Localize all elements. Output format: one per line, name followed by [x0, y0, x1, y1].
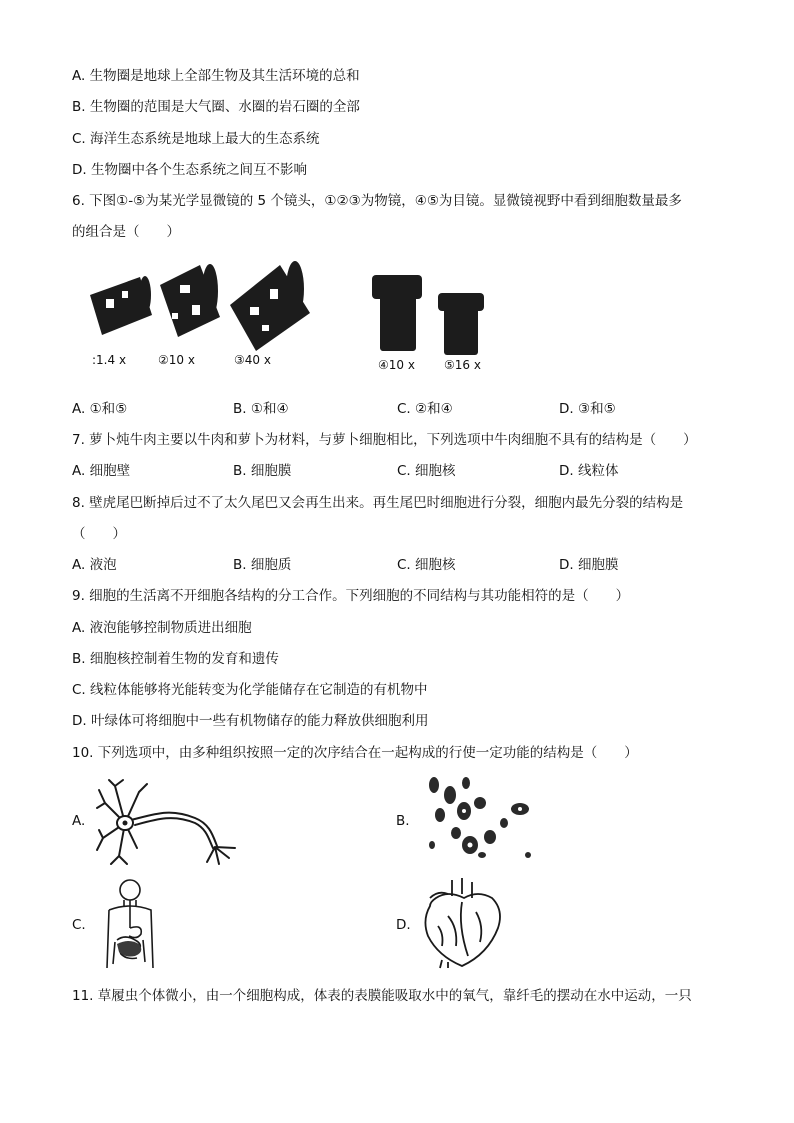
q7-stem: 7. 萝卜炖牛肉主要以牛肉和萝卜为材料，与萝卜细胞相比，下列选项中牛肉细胞不具有的结构是（ ）	[72, 432, 697, 448]
q5-option-c: C. 海洋生态系统是地球上最大的生态系统	[72, 131, 320, 147]
q9-option-d: D. 叶绿体可将细胞中一些有机物储存的能力释放供细胞利用	[72, 713, 429, 729]
heart-icon	[418, 876, 508, 968]
q6-option-a: A. ①和⑤	[72, 401, 128, 417]
q9-option-a: A. 液泡能够控制物质进出细胞	[72, 620, 252, 636]
lens-label-5: ⑤16 x	[444, 358, 481, 372]
q8-option-c: C. 细胞核	[397, 557, 456, 573]
q10-stem: 10. 下列选项中，由多种组织按照一定的次序结合在一起构成的行使一定功能的结构是（ ）	[72, 745, 638, 761]
eyepiece-lens-4-icon	[372, 275, 422, 351]
q9-option-c: C. 线粒体能够将光能转变为化学能储存在它制造的有机物中	[72, 682, 428, 698]
digestive-system-icon	[95, 878, 165, 970]
eyepiece-lens-5-icon	[438, 293, 484, 355]
q7-option-a: A. 细胞壁	[72, 463, 131, 479]
q10-option-b-label: B.	[396, 813, 410, 829]
q8-stem-line2: （ ）	[72, 526, 126, 542]
lens-label-4: ④10 x	[378, 358, 415, 372]
q5-option-a: A. 生物圈是地球上全部生物及其生活环境的总和	[72, 68, 360, 84]
q8-option-b: B. 细胞质	[233, 557, 292, 573]
q6-stem-line1: 6. 下图①-⑤为某光学显微镜的 5 个镜头，①②③为物镜，④⑤为目镜。显微镜视野中看到细胞数量最多	[72, 193, 682, 209]
lens-label-3: ③40 x	[234, 353, 271, 367]
q7-option-d: D. 线粒体	[559, 463, 619, 479]
q10-option-d-label: D.	[396, 917, 411, 933]
objective-lens-2-icon	[160, 264, 220, 337]
q6-option-c: C. ②和④	[397, 401, 453, 417]
microscope-lens-figure	[80, 255, 500, 375]
q6-option-b: B. ①和④	[233, 401, 289, 417]
objective-lens-1-icon	[90, 276, 152, 335]
lens-label-2: ②10 x	[158, 353, 195, 367]
tissue-cells-icon	[420, 775, 540, 865]
q9-stem: 9. 细胞的生活离不开细胞各结构的分工合作。下列细胞的不同结构与其功能相符的是（ ）	[72, 588, 630, 604]
q5-option-d: D. 生物圈中各个生态系统之间互不影响	[72, 162, 307, 178]
q8-option-a: A. 液泡	[72, 557, 117, 573]
lens-label-1: :1.4 x	[92, 353, 127, 367]
q7-option-b: B. 细胞膜	[233, 463, 292, 479]
q8-stem-line1: 8. 壁虎尾巴断掉后过不了太久尾巴又会再生出来。再生尾巴时细胞进行分裂，细胞内最先分裂的结构是	[72, 495, 684, 511]
q8-option-d: D. 细胞膜	[559, 557, 619, 573]
q5-option-b: B. 生物圈的范围是大气圈、水圈的岩石圈的全部	[72, 99, 360, 115]
q9-option-b: B. 细胞核控制着生物的发育和遗传	[72, 651, 279, 667]
q6-option-d: D. ③和⑤	[559, 401, 616, 417]
q11-stem: 11. 草履虫个体微小，由一个细胞构成，体表的表膜能吸取水中的氧气，靠纤毛的摆动在水中运动，一只	[72, 988, 692, 1004]
q7-option-c: C. 细胞核	[397, 463, 456, 479]
q6-stem-line2: 的组合是（ ）	[72, 224, 180, 240]
objective-lens-3-icon	[230, 261, 310, 351]
neuron-icon	[95, 778, 240, 868]
q10-option-c-label: C.	[72, 917, 86, 933]
q10-option-a-label: A.	[72, 813, 86, 829]
